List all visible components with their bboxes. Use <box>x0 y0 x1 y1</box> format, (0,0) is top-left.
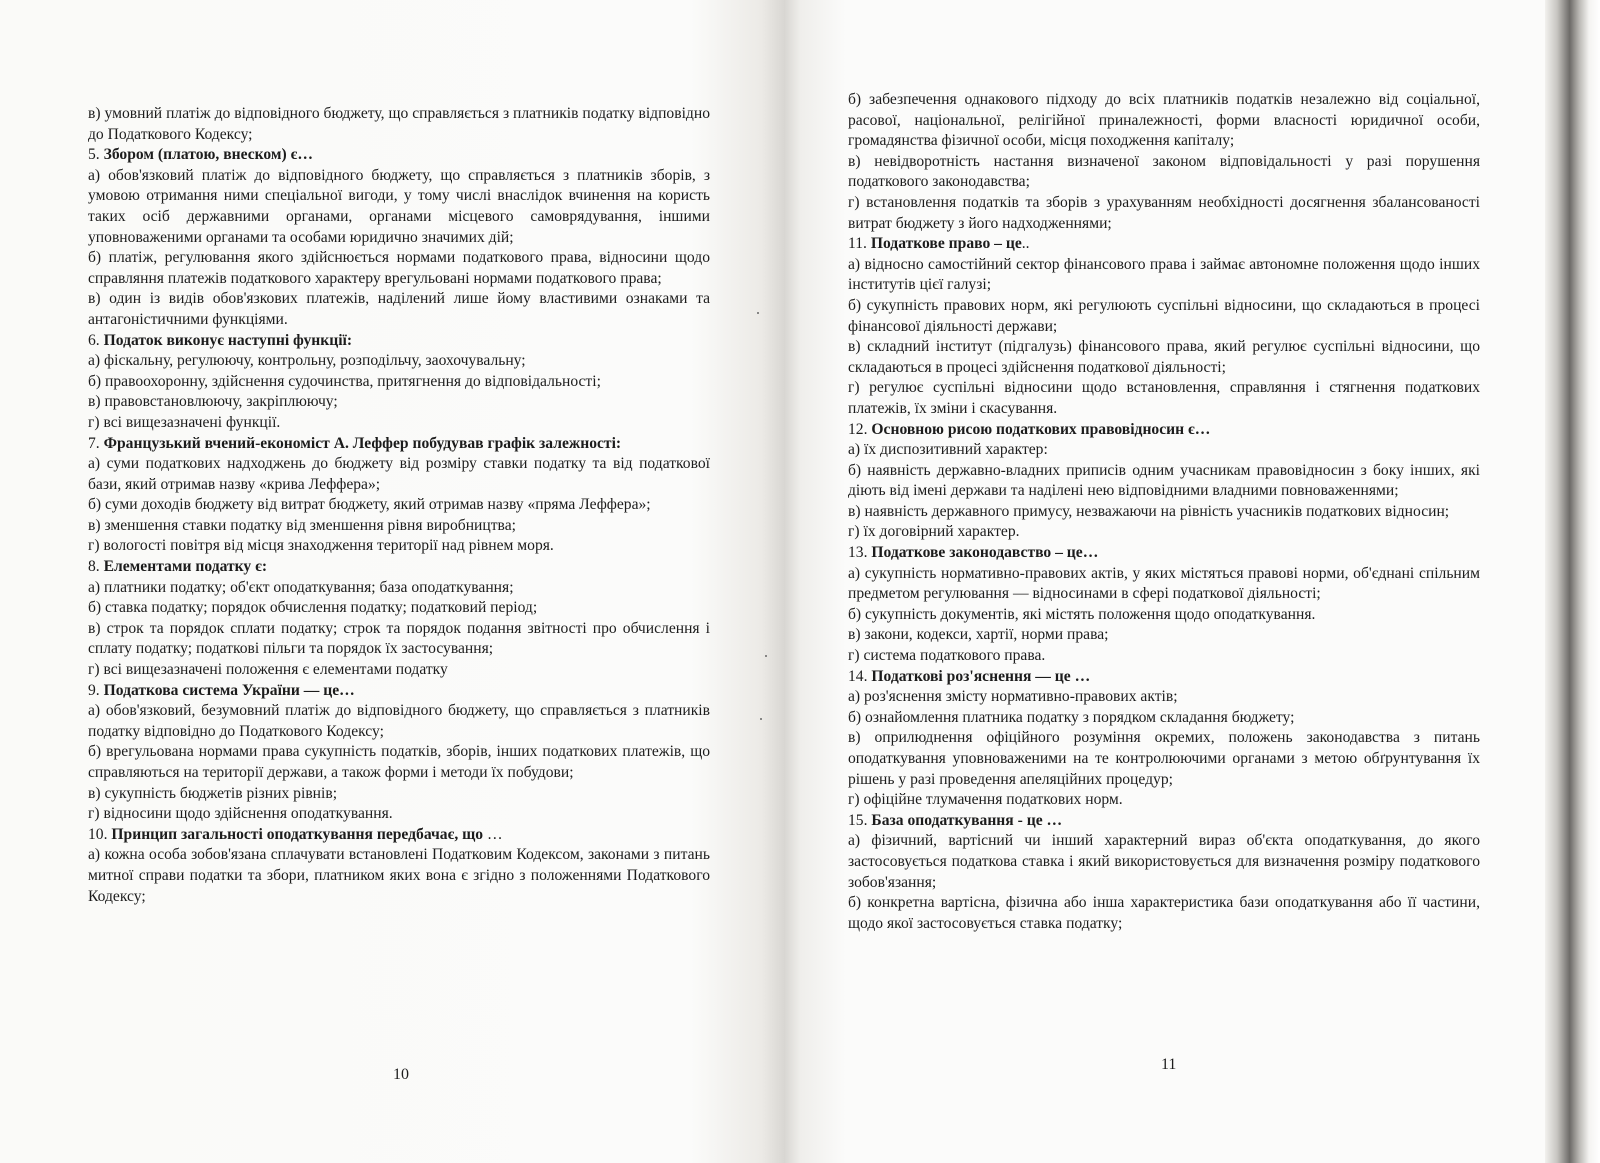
answer-option: а) платники податку; об'єкт оподаткування; база оподаткування; <box>88 578 514 596</box>
answer-option: а) обов'язковий, безумовний платіж до відповідного бюджету, що справляється з платників податку відповідно до Податкового Кодексу; <box>88 702 710 740</box>
question-title: Французький вчений-економіст А. Леффер побудував графік залежності: <box>103 434 622 452</box>
answer-option: г) система податкового права. <box>848 647 1046 665</box>
question-heading <box>848 234 1480 255</box>
answer-option: а) сукупність нормативно-правових актів, у яких містяться правові норми, об'єднані спільним предметом регулювання — відносинами в сфері податкової діяльності; <box>848 564 1480 603</box>
answer-option: б) врегульована нормами права сукупність податків, зборів, інших податкових платежів, що справляються на території держави, а також форми і методи їх побудови; <box>88 743 710 781</box>
question-number: 6. <box>88 331 100 349</box>
answer-option: а) їх диспозитивний характер: <box>848 441 1048 459</box>
question-number: 9. <box>88 681 100 699</box>
question-heading <box>88 557 710 578</box>
answer-option: а) фіскальну, регулюючу, контрольну, розподільчу, заохочувальну; <box>88 352 526 370</box>
scan-speck <box>757 312 759 314</box>
answer-option: б) сукупність правових норм, які регулюють суспільні відносини, що складаються в процесі фінансової діяльності держави; <box>848 296 1480 335</box>
answer-option: а) кожна особа зобов'язана сплачувати встановлені Податковим Кодексом, законами з питань митної справи податки та збори, платником яких вона є згідно з положеннями Податкового Кодексу; <box>88 846 710 905</box>
answer-option: б) сукупність документів, які містять положення щодо оподаткування. <box>848 605 1316 623</box>
question-heading <box>88 825 710 846</box>
answer-option: а) суми податкових надходжень до бюджету від розміру ставки податку та від податкової бази, який отримав назву «крива Леффера»; <box>88 455 710 493</box>
answer-option: в) невідворотність настання визначеної законом відповідальності у разі порушення податкового законодавства; <box>848 152 1480 191</box>
answer-option: в) зменшення ставки податку від зменшення рівня виробництва; <box>88 516 516 534</box>
answer-option: г) всі вищезазначені функції. <box>88 413 281 431</box>
question-title: Податкові роз'яснення — це … <box>871 667 1091 685</box>
answer-option: в) наявність державного примусу, незважаючи на рівність учасників податкових відносин; <box>848 502 1450 520</box>
scan-speck <box>765 655 767 657</box>
question-number: 12. <box>848 420 868 438</box>
left-page <box>0 0 785 1163</box>
left-page-text <box>88 104 710 907</box>
question-heading <box>848 667 1480 688</box>
question-heading <box>88 145 710 166</box>
answer-option: б) забезпечення однакового підходу до всіх платників податків незалежно від соціальної, расової, національної, релігійної приналежності, форми власності юридичної особи, громадянства фізичної особи, місця походження капіталу; <box>848 91 1480 150</box>
answer-option: в) правовстановлюючу, закріплюючу; <box>88 393 338 411</box>
answer-option: г) вологості повітря від місця знаходження території над рівнем моря. <box>88 537 554 555</box>
question-number: 8. <box>88 558 100 576</box>
question-number: 14. <box>848 667 868 685</box>
answer-option: б) платіж, регулювання якого здійснюється нормами податкового права, відносини щодо справляння платежів податкового характеру врегульовані нормами податкового права; <box>88 249 710 287</box>
question-heading <box>88 434 710 455</box>
question-number: 13. <box>848 544 868 562</box>
right-page-text <box>848 90 1480 934</box>
answer-option: б) ознайомлення платника податку з порядком складання бюджету; <box>848 708 1295 726</box>
answer-option: б) ставка податку; порядок обчислення податку; податковий період; <box>88 599 538 617</box>
answer-option: в) складний інститут (підгалузь) фінансового права, який регулює суспільні відносини, що складаються в процесі здійснення податкової діяльності; <box>848 338 1480 376</box>
answer-option: в) один із видів обов'язкових платежів, наділений лише йому властивими ознаками та антагоністичними функціями. <box>88 290 710 328</box>
answer-option: а) обов'язковий платіж до відповідного бюджету, що справляється з платників зборів, з умовою отримання ними спеціальної вигоди, у тому числі внаслідок вчинення на користь таких осіб державними органами, органами місцевого самоврядування, іншими уповноваженими органами та особами юридично значимих дій; <box>88 166 710 246</box>
question-heading <box>848 543 1480 564</box>
answer-option: г) офіційне тлумачення податкових норм. <box>848 791 1123 809</box>
question-title: Податкове законодавство – це… <box>871 544 1099 562</box>
question-tail: … <box>483 825 503 843</box>
question-number: 7. <box>88 434 100 452</box>
scan-speck <box>760 718 762 720</box>
answer-option: в) сукупність бюджетів різних рівнів; <box>88 784 338 802</box>
answer-option: б) наявність державно-владних приписів одним учасникам правовідносин з боку інших, які діють від імені держави та наділені нею відповідними владними повноваженнями; <box>848 461 1480 500</box>
question-title: Принцип загальності оподаткування передбачає, що <box>111 825 484 843</box>
answer-option: а) фізичний, вартісний чи інший характерний вираз об'єкта оподаткування, до якого застосовується податкова ставка і який використовується для визначення розміру податкового зобов'язання; <box>848 832 1480 891</box>
question-number: 5. <box>88 146 100 164</box>
answer-option: в) строк та порядок сплати податку; строк та порядок подання звітності про обчислення і сплату податку; податкові пільги та порядок їх застосування; <box>88 619 710 658</box>
answer-option: г) їх договірний характер. <box>848 523 1020 541</box>
answer-option: г) всі вищезазначені положення є елементами податку <box>88 661 448 679</box>
answer-option: г) встановлення податків та зборів з урахуванням необхідності досягнення збалансованості витрат бюджету з його надходженнями; <box>848 193 1480 232</box>
answer-option: г) відносини щодо здійснення оподаткування. <box>88 805 393 823</box>
answer-option: б) правоохоронну, здійснення судочинства, притягнення до відповідальності; <box>88 372 601 390</box>
question-title: Елементами податку є: <box>103 558 268 576</box>
question-heading <box>88 331 710 352</box>
page-edge-shadow <box>1545 0 1600 1163</box>
answer-option: в) умовний платіж до відповідного бюджету, що справляється з платників податку відповідно до Податкового Кодексу; <box>88 105 710 143</box>
question-title: База оподаткування - це … <box>871 811 1063 829</box>
answer-option: а) роз'яснення змісту нормативно-правових актів; <box>848 688 1178 706</box>
question-title: Податкове право – це <box>870 235 1022 253</box>
answer-option: г) регулює суспільні відносини щодо встановлення, справляння і стягнення податкових платежів, їх зміни і скасування. <box>848 379 1480 417</box>
question-tail: .. <box>1021 235 1030 253</box>
question-number: 15. <box>848 811 868 829</box>
answer-option: в) закони, кодекси, хартії, норми права; <box>848 626 1109 644</box>
question-title: Податок виконує наступні функції: <box>103 331 353 349</box>
question-heading <box>848 420 1480 441</box>
answer-option: б) конкретна вартісна, фізична або інша характеристика бази оподаткування або її частини, щодо якої застосовується ставка податку; <box>848 894 1480 932</box>
right-page-number: 11 <box>1161 1056 1177 1073</box>
left-page-number: 10 <box>393 1066 409 1083</box>
question-title: Основною рисою податкових правовідносин є… <box>871 420 1211 438</box>
question-heading <box>848 811 1480 832</box>
question-title: Податкова система України — це… <box>103 681 355 699</box>
answer-option: б) суми доходів бюджету від витрат бюджету, який отримав назву «пряма Леффера»; <box>88 496 651 514</box>
answer-option: а) відносно самостійний сектор фінансового права і займає автономне положення щодо інших інститутів цієї галузі; <box>848 255 1480 294</box>
question-number: 10. <box>88 825 108 843</box>
answer-option: в) оприлюднення офіційного розуміння окремих, положень законодавства з питань оподаткування уповноваженими на те контролюючими органами з метою обґрунтування їх рішень у разі проведення апеляційних процедур; <box>848 729 1480 788</box>
question-number: 11. <box>848 235 867 253</box>
question-heading <box>88 681 710 702</box>
question-title: Збором (платою, внеском) є… <box>103 146 313 164</box>
